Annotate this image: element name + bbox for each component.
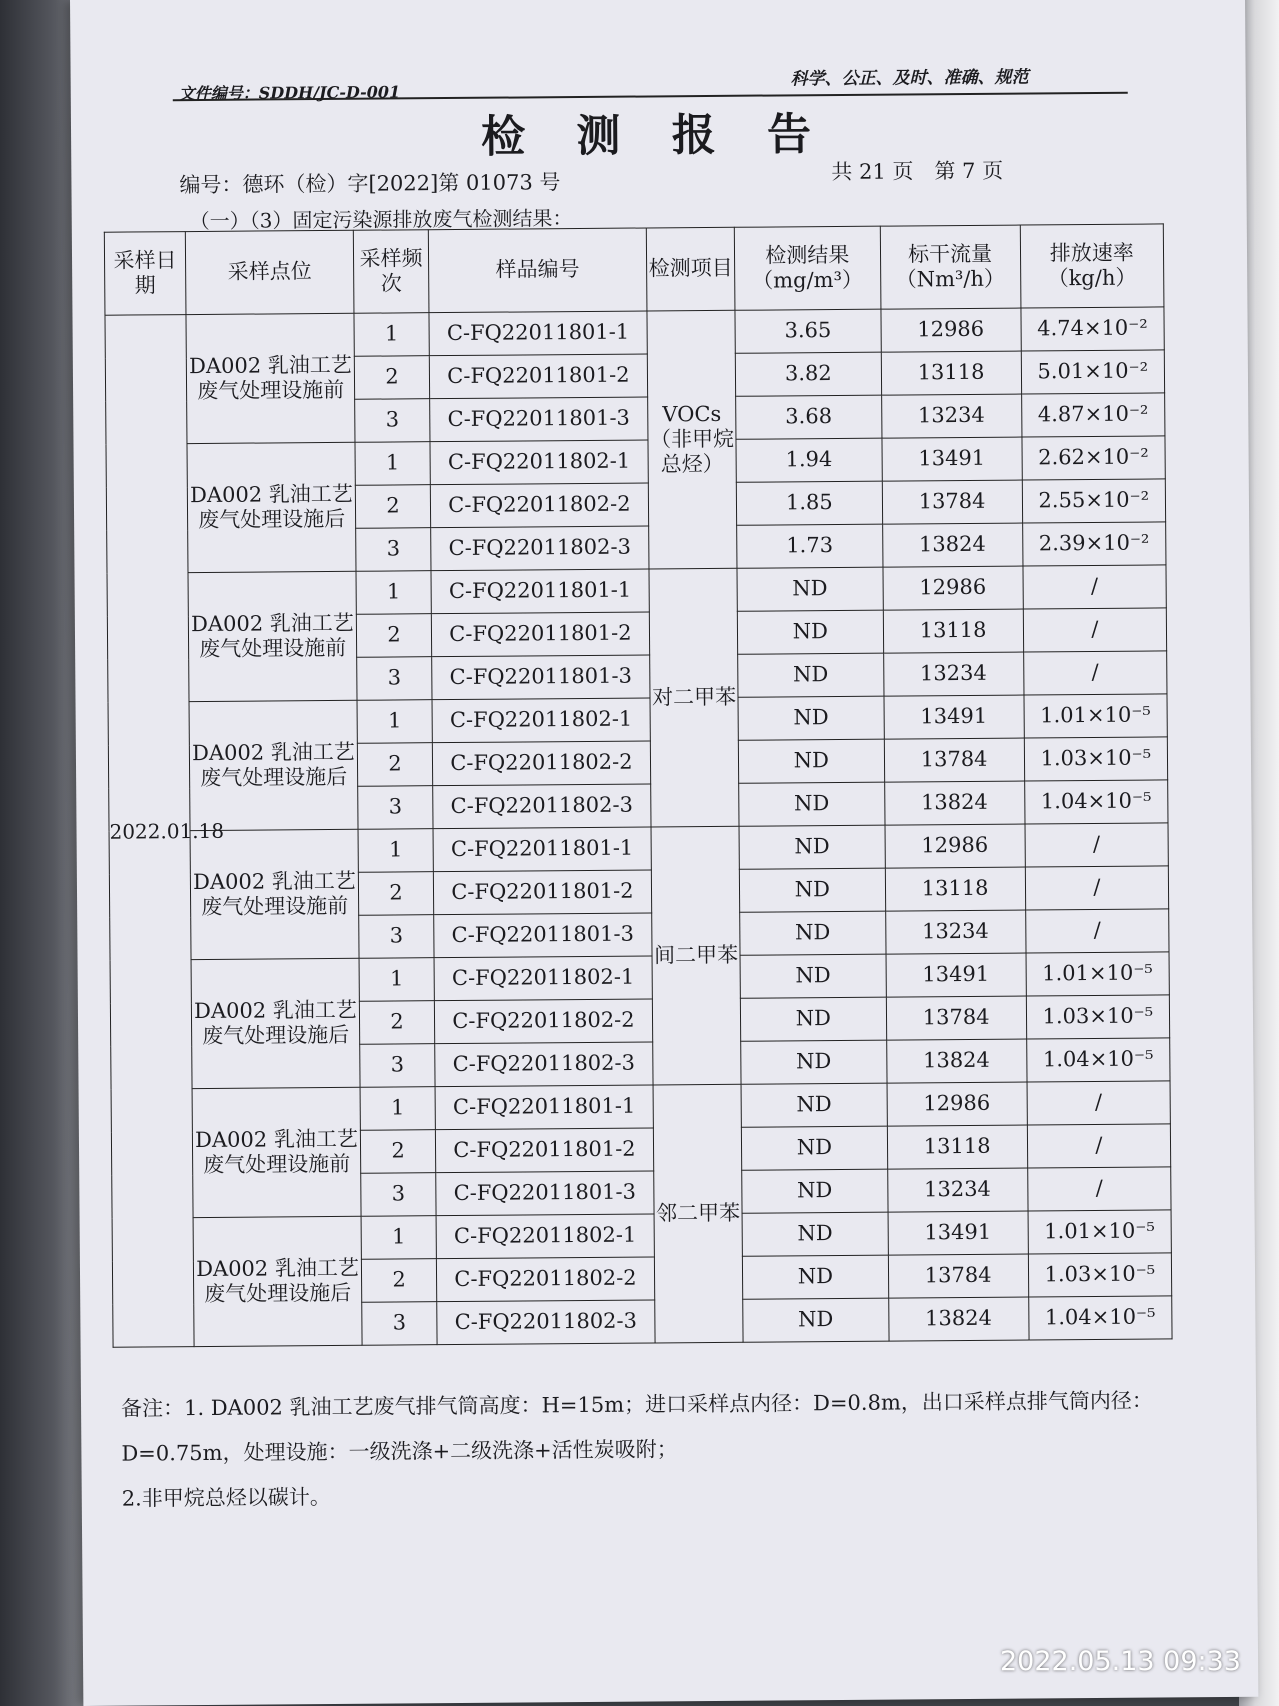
flow-cell: 13784 bbox=[884, 738, 1024, 782]
rate-cell: 4.87×10⁻² bbox=[1021, 393, 1165, 437]
col-flow: 标干流量（Nm³/h） bbox=[880, 225, 1021, 309]
sample-id-cell: C-FQ22011802-1 bbox=[432, 698, 650, 743]
col-result: 检测结果（mg/m³） bbox=[734, 226, 880, 310]
freq-cell: 2 bbox=[359, 872, 434, 916]
sample-id-cell: C-FQ22011802-2 bbox=[436, 1257, 654, 1302]
rate-cell: 1.03×10⁻⁵ bbox=[1028, 1253, 1172, 1297]
result-cell: ND bbox=[740, 911, 886, 955]
point-before: DA002 乳油工艺废气处理设施前 bbox=[190, 829, 359, 959]
freq-cell: 1 bbox=[356, 571, 431, 615]
result-cell: ND bbox=[739, 825, 885, 869]
result-cell: ND bbox=[738, 653, 884, 697]
result-cell: ND bbox=[740, 868, 886, 912]
result-cell: ND bbox=[741, 1040, 887, 1084]
rate-cell: / bbox=[1025, 866, 1169, 910]
result-cell: ND bbox=[742, 1126, 888, 1170]
result-cell: ND bbox=[740, 954, 886, 998]
sample-id-cell: C-FQ22011801-3 bbox=[436, 1171, 654, 1216]
col-rate: 排放速率（kg/h） bbox=[1020, 224, 1164, 308]
flow-cell: 13234 bbox=[883, 652, 1023, 696]
flow-cell: 13824 bbox=[886, 1039, 1026, 1083]
result-cell: ND bbox=[742, 1212, 888, 1256]
test-item: VOCs（非甲烷总烃） bbox=[647, 310, 737, 569]
col-point: 采样点位 bbox=[185, 230, 354, 314]
sample-id-cell: C-FQ22011801-2 bbox=[429, 354, 647, 399]
result-cell: ND bbox=[742, 1169, 888, 1213]
rate-cell: / bbox=[1027, 1167, 1171, 1211]
rate-cell: / bbox=[1027, 1081, 1171, 1125]
col-item: 检测项目 bbox=[646, 227, 735, 311]
test-item: 对二甲苯 bbox=[649, 568, 739, 827]
rate-cell: / bbox=[1023, 565, 1167, 609]
freq-cell: 2 bbox=[354, 356, 429, 400]
rate-cell: 1.04×10⁻⁵ bbox=[1028, 1296, 1172, 1340]
sample-id-cell: C-FQ22011802-2 bbox=[432, 741, 650, 786]
sample-id-cell: C-FQ22011801-1 bbox=[433, 827, 651, 872]
col-sample-id: 样品编号 bbox=[428, 228, 647, 313]
sample-id-cell: C-FQ22011802-3 bbox=[435, 1042, 653, 1087]
rate-cell: 1.03×10⁻⁵ bbox=[1024, 737, 1168, 781]
motto: 科学、公正、及时、准确、规范 bbox=[790, 67, 1029, 90]
sample-id-cell: C-FQ22011802-2 bbox=[430, 483, 648, 528]
result-cell: ND bbox=[737, 567, 883, 611]
page-info: 共 21 页 第 7 页 bbox=[831, 158, 1004, 185]
result-cell: ND bbox=[739, 782, 885, 826]
flow-cell: 13234 bbox=[881, 394, 1021, 438]
result-cell: ND bbox=[738, 696, 884, 740]
result-cell: 1.73 bbox=[737, 524, 883, 568]
result-cell: ND bbox=[737, 610, 883, 654]
freq-cell: 2 bbox=[360, 1001, 435, 1045]
sample-id-cell: C-FQ22011802-1 bbox=[434, 956, 652, 1001]
col-date: 采样日期 bbox=[104, 232, 186, 316]
freq-cell: 2 bbox=[358, 743, 433, 787]
sample-id-cell: C-FQ22011802-3 bbox=[431, 526, 649, 571]
document-number: 文件编号：SDDH/JC-D-001 bbox=[178, 82, 401, 104]
flow-cell: 12986 bbox=[882, 566, 1022, 610]
report-page bbox=[70, 0, 1258, 1706]
rate-cell: 2.62×10⁻² bbox=[1022, 436, 1166, 480]
rate-cell: 1.01×10⁻⁵ bbox=[1026, 952, 1170, 996]
rate-cell: 2.39×10⁻² bbox=[1022, 522, 1166, 566]
rate-cell: 4.74×10⁻² bbox=[1021, 307, 1165, 351]
sample-id-cell: C-FQ22011802-3 bbox=[433, 784, 651, 829]
freq-cell: 3 bbox=[358, 786, 433, 830]
point-before: DA002 乳油工艺废气处理设施前 bbox=[192, 1087, 361, 1217]
flow-cell: 13491 bbox=[881, 437, 1021, 481]
flow-cell: 13824 bbox=[882, 523, 1022, 567]
flow-cell: 13491 bbox=[888, 1211, 1028, 1255]
rate-cell: / bbox=[1025, 909, 1169, 953]
flow-cell: 12986 bbox=[887, 1082, 1027, 1126]
result-cell: 3.82 bbox=[735, 352, 881, 396]
flow-cell: 13491 bbox=[884, 695, 1024, 739]
result-cell: ND bbox=[741, 997, 887, 1041]
rate-cell: 1.03×10⁻⁵ bbox=[1026, 995, 1170, 1039]
freq-cell: 1 bbox=[355, 442, 430, 486]
result-cell: ND bbox=[743, 1298, 889, 1342]
result-cell: ND bbox=[743, 1255, 889, 1299]
photo-timestamp: 2022.05.13 09:33 bbox=[1000, 1646, 1241, 1677]
freq-cell: 1 bbox=[361, 1216, 436, 1260]
point-after: DA002 乳油工艺废气处理设施后 bbox=[191, 958, 360, 1088]
flow-cell: 13784 bbox=[882, 480, 1022, 524]
rate-cell: 5.01×10⁻² bbox=[1021, 350, 1165, 394]
point-after: DA002 乳油工艺废气处理设施后 bbox=[187, 442, 356, 572]
freq-cell: 1 bbox=[359, 958, 434, 1002]
rate-cell: 2.55×10⁻² bbox=[1022, 479, 1166, 523]
result-cell: 1.85 bbox=[736, 481, 882, 525]
flow-cell: 12986 bbox=[885, 824, 1025, 868]
flow-cell: 13118 bbox=[883, 609, 1023, 653]
rate-cell: / bbox=[1027, 1124, 1171, 1168]
rate-cell: / bbox=[1025, 823, 1169, 867]
sample-id-cell: C-FQ22011801-3 bbox=[430, 397, 648, 442]
point-after: DA002 乳油工艺废气处理设施后 bbox=[193, 1216, 362, 1346]
rate-cell: 1.01×10⁻⁵ bbox=[1024, 694, 1168, 738]
notes bbox=[121, 1378, 1182, 1522]
flow-cell: 13118 bbox=[887, 1125, 1027, 1169]
section-heading: （一）（3）固定污染源排放废气检测结果： bbox=[189, 206, 573, 234]
sample-id-cell: C-FQ22011801-2 bbox=[431, 612, 649, 657]
rate-cell: / bbox=[1023, 608, 1167, 652]
freq-cell: 3 bbox=[357, 657, 432, 701]
freq-cell: 1 bbox=[360, 1087, 435, 1131]
freq-cell: 3 bbox=[356, 528, 431, 572]
note-line-1: 备注：1. DA002 乳油工艺废气排气筒高度：H=15m；进口采样点内径：D=0.8m，出口采样点排气筒内径：D=0.75m，处理设施：一级洗涤+二级洗涤+活性炭吸附； bbox=[120, 1388, 1153, 1466]
rate-cell: 1.04×10⁻⁵ bbox=[1026, 1038, 1170, 1082]
flow-cell: 13234 bbox=[887, 1168, 1027, 1212]
freq-cell: 2 bbox=[361, 1130, 436, 1174]
freq-cell: 1 bbox=[358, 829, 433, 873]
point-after: DA002 乳油工艺废气处理设施后 bbox=[189, 700, 358, 830]
flow-cell: 13784 bbox=[886, 996, 1026, 1040]
flow-cell: 13824 bbox=[884, 781, 1024, 825]
sample-id-cell: C-FQ22011802-1 bbox=[436, 1214, 654, 1259]
test-item: 邻二甲苯 bbox=[653, 1084, 743, 1343]
flow-cell: 13491 bbox=[886, 953, 1026, 997]
results-table bbox=[104, 223, 1173, 1347]
point-before: DA002 乳油工艺废气处理设施前 bbox=[188, 571, 357, 701]
freq-cell: 3 bbox=[359, 915, 434, 959]
freq-cell: 1 bbox=[354, 313, 429, 357]
page-title: 检 测 报 告 bbox=[480, 109, 830, 163]
sample-id-cell: C-FQ22011801-1 bbox=[429, 311, 647, 356]
flow-cell: 13824 bbox=[888, 1297, 1028, 1341]
sample-id-cell: C-FQ22011802-1 bbox=[430, 440, 648, 485]
freq-cell: 3 bbox=[361, 1173, 436, 1217]
freq-cell: 3 bbox=[360, 1044, 435, 1088]
result-cell: ND bbox=[739, 739, 885, 783]
flow-cell: 13118 bbox=[881, 351, 1021, 395]
sample-id-cell: C-FQ22011802-3 bbox=[437, 1300, 655, 1345]
sample-id-cell: C-FQ22011801-3 bbox=[434, 913, 652, 958]
flow-cell: 13118 bbox=[885, 867, 1025, 911]
rate-cell: / bbox=[1023, 651, 1167, 695]
sample-id-cell: C-FQ22011801-1 bbox=[435, 1085, 653, 1130]
col-freq: 采样频次 bbox=[353, 230, 428, 314]
freq-cell: 2 bbox=[362, 1259, 437, 1303]
report-number: 编号：德环（检）字[2022]第 01073 号 bbox=[179, 170, 561, 198]
sample-id-cell: C-FQ22011801-2 bbox=[435, 1128, 653, 1173]
flow-cell: 13784 bbox=[888, 1254, 1028, 1298]
note-line-2: 2.非甲烷总烃以碳计。 bbox=[121, 1485, 331, 1511]
sample-id-cell: C-FQ22011801-1 bbox=[431, 569, 649, 614]
result-cell: 3.68 bbox=[736, 395, 882, 439]
sampling-date: 2022.01.18 bbox=[105, 315, 194, 1348]
freq-cell: 3 bbox=[355, 399, 430, 443]
result-cell: ND bbox=[741, 1083, 887, 1127]
freq-cell: 1 bbox=[357, 700, 432, 744]
flow-cell: 13234 bbox=[885, 910, 1025, 954]
point-before: DA002 乳油工艺废气处理设施前 bbox=[186, 313, 355, 443]
result-cell: 3.65 bbox=[735, 309, 881, 353]
freq-cell: 3 bbox=[362, 1302, 437, 1346]
freq-cell: 2 bbox=[356, 614, 431, 658]
flow-cell: 12986 bbox=[880, 308, 1020, 352]
test-item: 间二甲苯 bbox=[651, 826, 741, 1085]
rate-cell: 1.01×10⁻⁵ bbox=[1028, 1210, 1172, 1254]
sample-id-cell: C-FQ22011801-3 bbox=[432, 655, 650, 700]
sample-id-cell: C-FQ22011801-2 bbox=[433, 870, 651, 915]
rate-cell: 1.04×10⁻⁵ bbox=[1024, 780, 1168, 824]
header-row bbox=[104, 224, 1164, 315]
freq-cell: 2 bbox=[355, 485, 430, 529]
result-cell: 1.94 bbox=[736, 438, 882, 482]
sample-id-cell: C-FQ22011802-2 bbox=[434, 999, 652, 1044]
